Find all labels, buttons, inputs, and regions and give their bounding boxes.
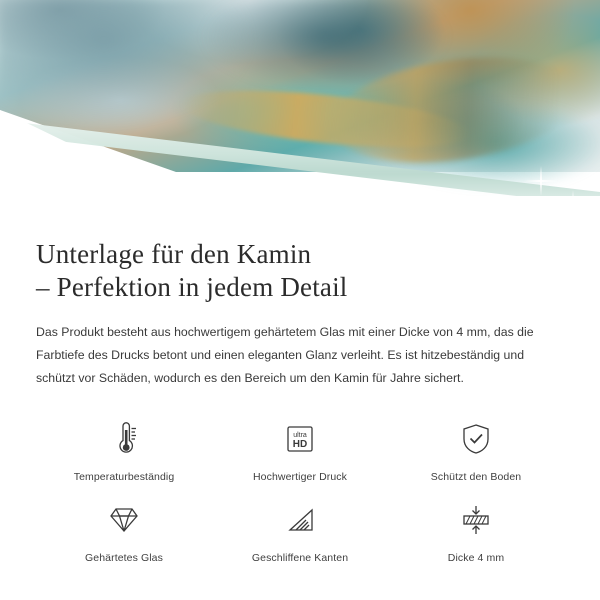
feature-item bbox=[36, 416, 212, 483]
feature-item bbox=[212, 416, 388, 483]
thickness-icon bbox=[454, 497, 498, 543]
thermometer-icon bbox=[102, 416, 146, 462]
description-paragraph: Das Produkt besteht aus hochwertigem gehärtetem Glas mit einer Dicke von 4 mm, das die Farbtiefe des Drucks betont und einen eleganten Glanz verleiht. Es ist hitzebeständig und schützt vor Schäden, wodurch es den Bereich um den Kamin für Jahre sichert. bbox=[36, 325, 534, 385]
feature-label: Dicke 4 mm bbox=[447, 552, 505, 564]
ultra-hd-icon bbox=[278, 416, 322, 462]
feature-item bbox=[212, 497, 388, 564]
polished-edges-icon bbox=[278, 497, 322, 543]
page-title bbox=[36, 238, 564, 304]
headline-line-2: – Perfektion in jedem Detail bbox=[36, 272, 348, 302]
svg-text:ultra: ultra bbox=[293, 432, 307, 439]
shield-check-icon bbox=[454, 416, 498, 462]
feature-label: Hochwertiger Druck bbox=[253, 471, 347, 483]
feature-item bbox=[388, 497, 564, 564]
sparkle-small-icon bbox=[563, 189, 583, 209]
svg-text:HD: HD bbox=[292, 439, 308, 450]
content-area bbox=[0, 238, 600, 564]
feature-item bbox=[388, 416, 564, 483]
headline-line-1: Unterlage für den Kamin bbox=[36, 239, 312, 269]
feature-label: Temperaturbeständig bbox=[73, 471, 175, 483]
hero-image bbox=[0, 0, 600, 222]
feature-grid bbox=[36, 416, 564, 564]
diamond-icon bbox=[102, 497, 146, 543]
feature-label: Schützt den Boden bbox=[430, 471, 522, 483]
feature-label: Gehärtetes Glas bbox=[85, 552, 163, 564]
glass-bottom-mask bbox=[0, 196, 600, 222]
feature-item bbox=[36, 497, 212, 564]
feature-label: Geschliffene Kanten bbox=[251, 552, 349, 564]
